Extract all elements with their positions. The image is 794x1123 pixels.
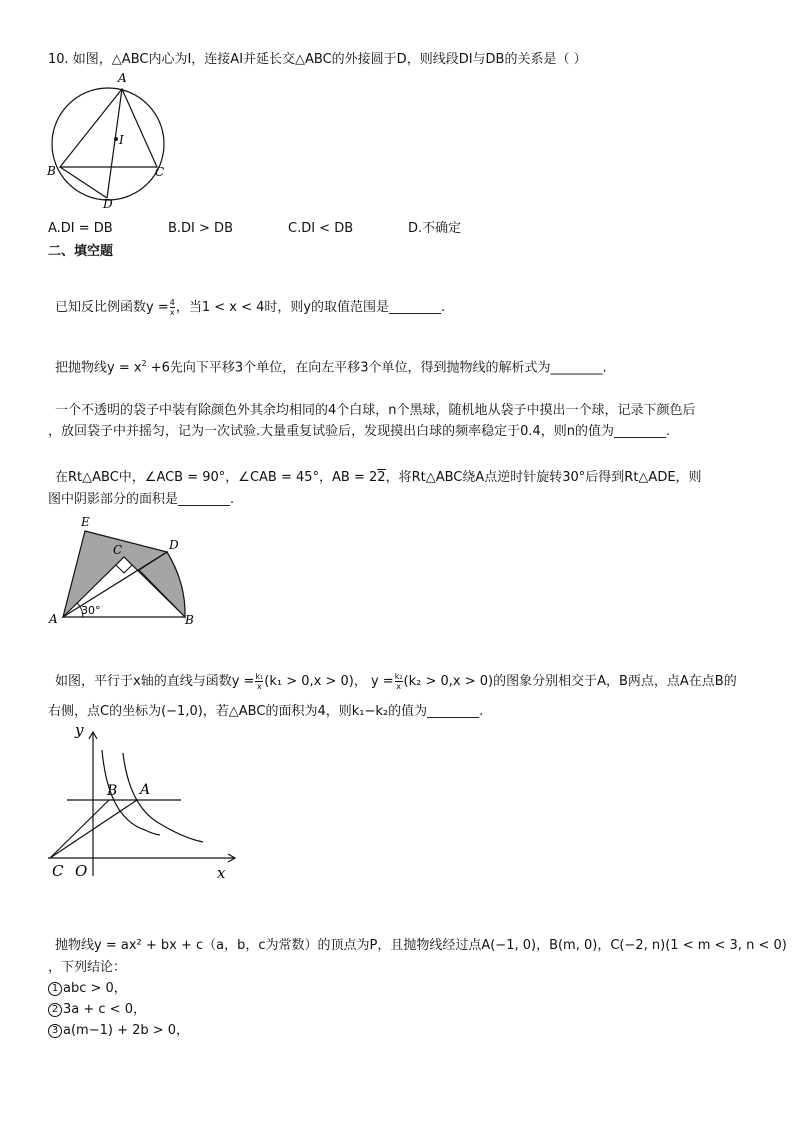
fill5-hyperbola-figure <box>45 718 245 883</box>
fill4-rotation-figure <box>45 515 205 630</box>
q10-option-b: B.DI > DB <box>168 221 233 236</box>
fill5-line2: 右侧，点C的坐标为(−1,0)，若△ABC的面积为4，则k₁−k₂的值为________. <box>48 704 484 719</box>
q10-option-c: C.DI < DB <box>288 221 354 236</box>
q10-label-D: D <box>103 197 113 211</box>
fill4-angle-label: 30° <box>81 604 101 617</box>
fill5-line1: 如图，平行于x轴的直线与函数y = $\frac{\text{k₁}}{x}$ (k₁ > 0,x > 0)， y = $\frac{\text{k₂}}{x}$ (k₂ > 0,x > 0)的图象分别相交于A，B两点，点A在点B的 <box>55 672 737 691</box>
fill5-label-C: C <box>52 862 64 880</box>
fill4-label-E: E <box>81 515 90 529</box>
fill1-text: 已知反比例函数y = $\frac{4}{x}$ ，当1 < x < 4时，则y的取值范围是________. <box>55 298 446 317</box>
fill4-label-D: D <box>169 538 179 552</box>
fill4-label-A: A <box>49 612 58 626</box>
fill5-label-x: x <box>217 864 226 882</box>
q10-option-a: A.DI = DB <box>48 221 113 236</box>
fill4-label-B: B <box>185 613 194 627</box>
fill3-line2: ，放回袋子中并摇匀，记为一次试验.大量重复试验后，发现摸出白球的频率稳定于0.4，则n的值为________. <box>48 424 671 439</box>
fill6-item-1: 1 abc > 0， <box>48 979 127 999</box>
fill6-line1: 抛物线y = ax² + bx + c（a，b，c为常数）的顶点为P，且抛物线经过点A(−1, 0)，B(m, 0)，C(−2, n)(1 < m < 3, n < 0) <box>55 938 787 953</box>
fill6-item-3: 3 a(m−1) + 2b > 0， <box>48 1021 189 1041</box>
fill6-line2: ，下列结论： <box>48 960 127 975</box>
section-title: 二、填空题 <box>48 244 114 259</box>
q10-label-I: I <box>119 133 124 147</box>
fill4-label-C: C <box>113 543 123 557</box>
q10-circle-figure <box>45 72 175 212</box>
q10-label-C: C <box>155 165 165 179</box>
fill6-item-2: 2 3a + c < 0， <box>48 1000 146 1020</box>
fill5-label-B: B <box>107 783 118 799</box>
fill4-line2: 图中阴影部分的面积是________. <box>48 492 235 507</box>
q10-stem: 10. 如图，△ABC内心为I，连接AI并延长交△ABC的外接圆于D，则线段DI与DB的关系是（ ） <box>48 52 587 67</box>
fill5-label-O: O <box>75 862 88 880</box>
q10-label-B: B <box>47 164 56 178</box>
fill2-text: 把抛物线$y = x^2 +6$先向下平移3个单位，在向左平移3个单位，得到抛物线的解析式为________. <box>55 359 607 376</box>
q10-label-A: A <box>118 71 127 85</box>
fill5-label-y: y <box>75 721 84 739</box>
fill4-line1: 在Rt△ABC中，∠ACB = 90°，∠CAB = 45°，AB = 22，将Rt△ABC绕A点逆时针旋转30°后得到Rt△ADE，则 <box>55 470 702 485</box>
fill3-line1: 一个不透明的袋子中装有除颜色外其余均相同的4个白球，n个黑球，随机地从袋子中摸出一个球，记录下颜色后 <box>55 403 696 418</box>
fill5-label-A: A <box>140 782 151 798</box>
q10-option-d: D.不确定 <box>408 221 462 236</box>
